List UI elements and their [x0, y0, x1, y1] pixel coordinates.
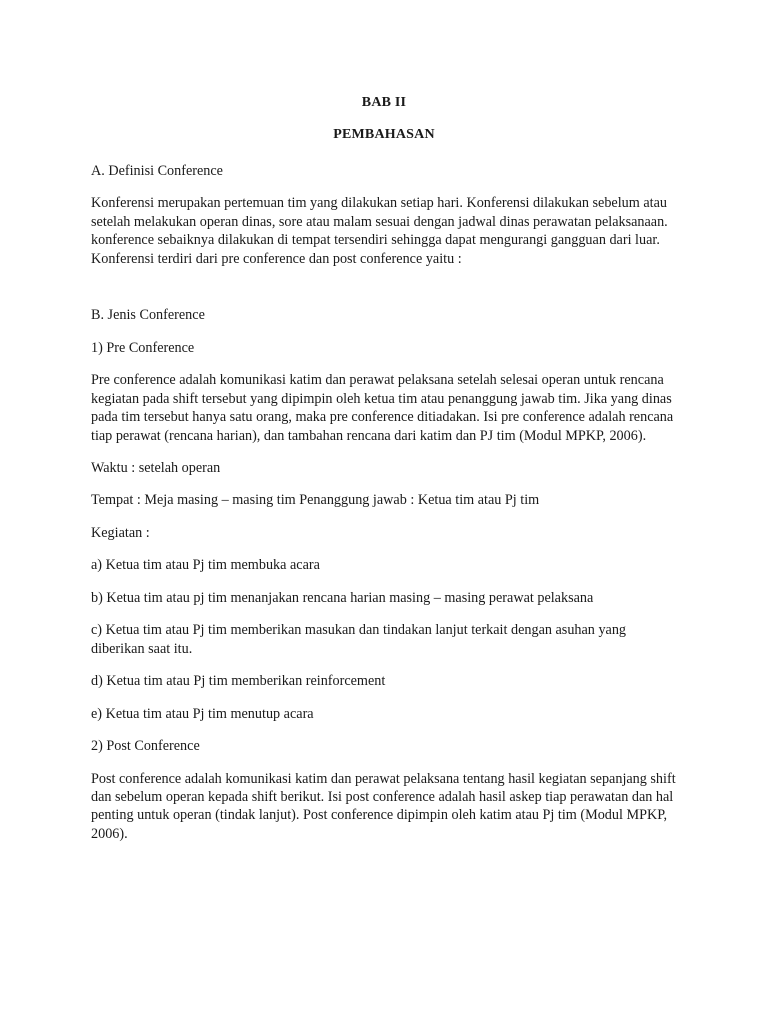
list-item: a) Ketua tim atau Pj tim membuka acara [91, 557, 320, 574]
post-conference-heading: 2) Post Conference [91, 738, 200, 755]
list-item: e) Ketua tim atau Pj tim menutup acara [91, 705, 314, 722]
document-body [91, 162, 681, 843]
post-conference-paragraph: Post conference adalah komunikasi katim dan perawat pelaksana tentang hasil kegiatan sepanjang shift dan sebelum operan kepada shift berikut. Isi post conference adalah hasil askep tiap perawatan dan hal penting untuk operan (tindak lanjut). Post conference dipimpin oleh katim atau Pj tim (Modul MPKP, 2006). [91, 770, 676, 842]
pre-conference-paragraph: Pre conference adalah komunikasi katim dan perawat pelaksana setelah selesai operan untuk rencana kegiatan pada shift tersebut yang dipimpin oleh ketua tim atau penanggung jawab tim. Jika yang dinas pada tim tersebut hanya satu orang, maka pre conference ditiadakan. Isi pre conference adalah rencana tiap perawat (rencana harian), dan tambahan rencana dari katim dan PJ tim (Modul MPKP, 2006). [91, 372, 674, 444]
kegiatan-label: Kegiatan : [91, 524, 150, 541]
list-item: b) Ketua tim atau pj tim menanjakan rencana harian masing – masing perawat pelaksana [91, 589, 594, 606]
waktu-line: Waktu : setelah operan [91, 459, 221, 476]
pre-conference-heading: 1) Pre Conference [91, 339, 195, 356]
section-a-paragraph: Konferensi merupakan pertemuan tim yang dilakukan setiap hari. Konferensi dilakukan sebelum atau setelah melakukan operan dinas, sore atau malam sesuai dengan jadwal dinas perawatan pelaksanaan. konference sebaiknya dilakukan di tempat tersendiri sehingga dapat mengurangi gangguan dari luar. Konferensi terdiri dari pre conference dan post conference yaitu : [91, 195, 668, 267]
section-a-heading: A. Definisi Conference [91, 163, 223, 179]
tempat-line: Tempat : Meja masing – masing tim Penanggung jawab : Ketua tim atau Pj tim [91, 492, 540, 509]
chapter-title: PEMBAHASAN [333, 127, 435, 142]
list-item: c) Ketua tim atau Pj tim memberikan masukan dan tindakan lanjut terkait dengan asuhan yang diberikan saat itu. [91, 622, 627, 657]
section-b-heading: B. Jenis Conference [91, 307, 205, 324]
list-item: d) Ketua tim atau Pj tim memberikan reinforcement [91, 673, 386, 690]
chapter-heading: BAB II [361, 95, 407, 110]
